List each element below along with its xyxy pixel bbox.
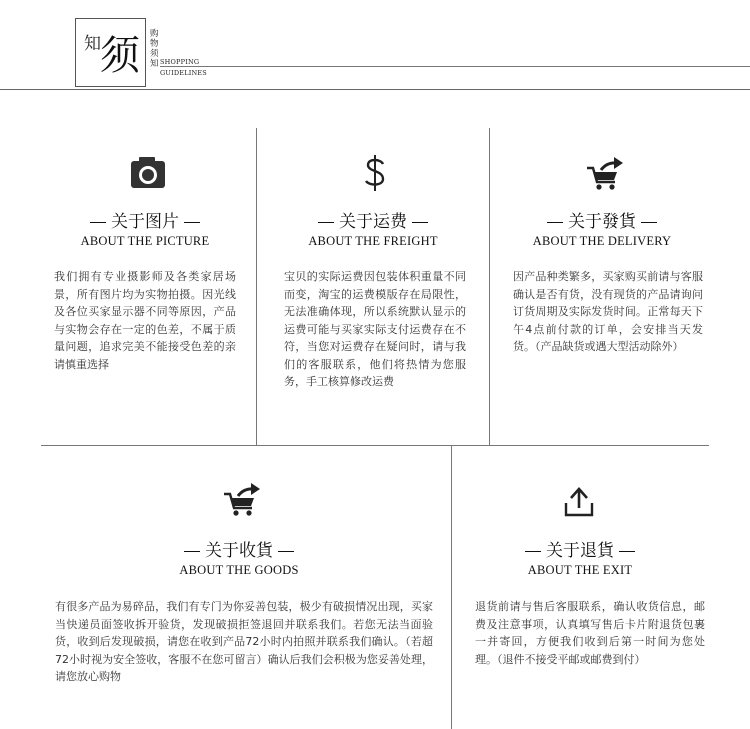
- logo-char-small: 知: [84, 34, 101, 54]
- divider-h: [41, 445, 709, 446]
- section-title-en: ABOUT THE DELIVERY: [532, 234, 672, 248]
- section-title-cn: 关于發貨: [527, 207, 677, 232]
- section-title-cn: 关于图片: [70, 207, 220, 232]
- section-body: 退货前请与售后客服联系，确认收货信息，邮费及注意事项，认真填写售后卡片附退货包裹一并寄回，方便我们收到后第一时间为您处理。（退件不接受平邮或邮费到付）: [475, 600, 705, 666]
- divider-v3: [451, 446, 452, 729]
- section-title-en: ABOUT THE GOODS: [179, 563, 299, 577]
- dollar-icon: [362, 153, 388, 193]
- camera-icon: [130, 156, 166, 190]
- section-title-cn: 关于退貨: [505, 536, 655, 561]
- logo: [75, 18, 146, 87]
- header-subtitle-cn: 购物须知: [150, 29, 159, 69]
- cart-arrow-icon: [222, 482, 262, 518]
- section-title-cn: 关于运费: [298, 207, 448, 232]
- header-subtitle-en-1: SHOPPING: [160, 58, 200, 66]
- logo-char-large: 须: [100, 33, 140, 79]
- section-title-en: ABOUT THE FREIGHT: [308, 234, 438, 248]
- header-subtitle-en-2: GUIDELINES: [160, 69, 207, 77]
- section-title-en: ABOUT THE EXIT: [527, 563, 633, 577]
- cart-arrow-icon: [585, 156, 625, 192]
- section-title-en: ABOUT THE PICTURE: [80, 234, 210, 248]
- section-body: 因产品种类繁多，买家购买前请与客服确认是否有货，没有现货的产品请询问订货周期及实际发货时间。正常每天下午4点前付款的订单，会安排当天发货。（产品缺货或遇大型活动除外）: [513, 270, 703, 353]
- divider-v1: [256, 128, 257, 446]
- section-title-cn: 关于收貨: [164, 536, 314, 561]
- section-body: 宝贝的实际运费因包装体积重量不同而变，淘宝的运费模版存在局限性，无法准确体现，所以系统默认显示的运费可能与买家实际支付运费存在不符，当您对运费存在疑问时，请与我们的客服联系，他们将热情为您服务，手工核算修改运费: [284, 270, 466, 388]
- section-body: 有很多产品为易碎品，我们有专门为你妥善包装，极少有破损情况出现，买家当快递员面签收拆开验货，发现破损拒签退回并联系我们。若您无法当面验货，收到后发现破损，请您在收到产品72小时内拍照并联系我们确认。（若超72小时视为安全签收，客服不在您可留言）确认后我们会积极为您妥善处理，请您放心购物: [55, 600, 433, 683]
- section-body: 我们拥有专业摄影师及各类家居场景，所有图片均为实物拍摄。因光线及各位买家显示器不同等原因，产品与实物会存在一定的色差，不属于质量问题，追求完美不能接受色差的亲请慎重选择: [54, 270, 236, 371]
- header-rule: [160, 66, 750, 67]
- header-divider: [0, 89, 750, 90]
- divider-v2: [489, 128, 490, 446]
- upload-icon: [563, 486, 595, 518]
